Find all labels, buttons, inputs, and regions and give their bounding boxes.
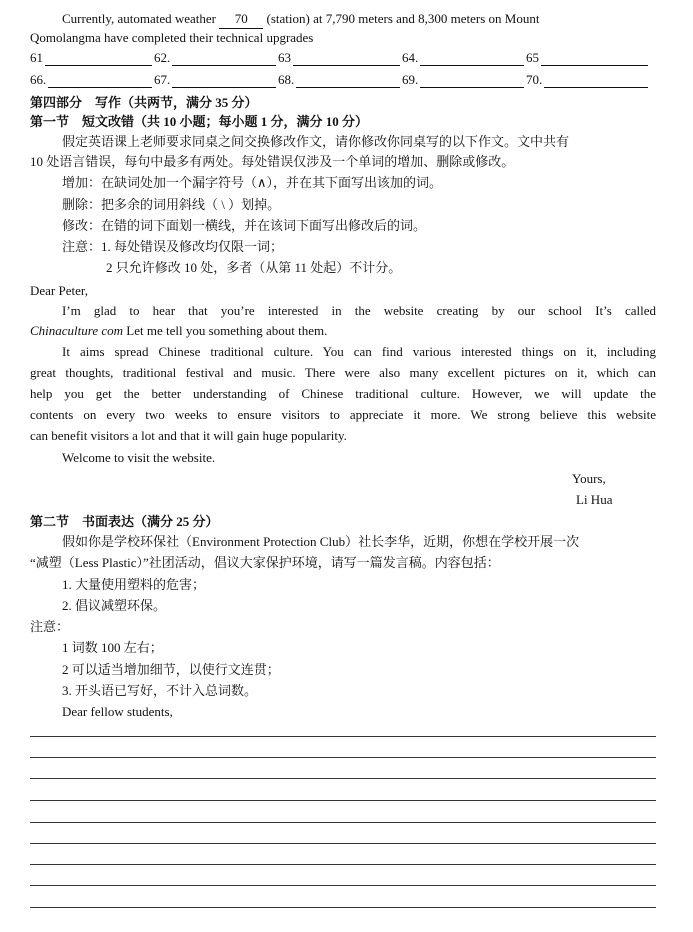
answer-cell-63[interactable] xyxy=(278,48,400,66)
letter-p1-line2 xyxy=(30,322,327,340)
letter-p2-line4: contents on every two weeks to ensure visitors to appreciate it more. We strong believe this website xyxy=(30,407,656,422)
letter-p3: Welcome to visit the website. xyxy=(62,450,216,465)
answer-num: 61 xyxy=(30,50,43,65)
writing-line[interactable] xyxy=(30,757,656,758)
section1-instructions-1: 假定英语课上老师要求同桌之间交换修改作文，请你修改你同桌写的以下作文。文中共有 xyxy=(62,134,570,149)
section2-note-3: 3. 开头语已写好，不计入总词数。 xyxy=(62,683,258,698)
section2-note-2: 2 可以适当增加细节，以使行文连贯； xyxy=(62,662,280,677)
answer-num: 62. xyxy=(154,50,171,65)
section1-title: 第一节 短文改错（共 10 小题；每小题 1 分，满分 10 分） xyxy=(30,114,369,129)
section2-prompt-1: 假如你是学校环保社（Environment Protection Club）社长李华，近期，你想在学校开展一次 xyxy=(62,534,580,549)
letter-p2-line3: help you get the better understanding of Chinese traditional culture. However, we will update the xyxy=(30,386,656,401)
delete-rule: 删除：把多余的词用斜线（ \ ）划掉。 xyxy=(62,197,281,212)
answer-num: 65 xyxy=(526,50,539,65)
intro-answer-blank[interactable]: 70 xyxy=(219,10,263,29)
writing-line[interactable] xyxy=(30,864,656,865)
section2-prompt-2: “减塑（Less Plastic）”社团活动，倡议大家保护环境，请写一篇发言稿。内容包括： xyxy=(30,555,500,570)
intro-before: Currently, automated weather xyxy=(62,11,217,26)
answer-row-1 xyxy=(30,48,670,66)
answer-cell-66[interactable] xyxy=(30,70,152,88)
section1-note-2: 2 只允许修改 10 处，多者（从第 11 处起）不计分。 xyxy=(106,260,402,275)
writing-line[interactable] xyxy=(30,778,656,779)
writing-line[interactable] xyxy=(30,843,656,844)
letter-p2-line5: can benefit visitors a lot and that it will gain huge popularity. xyxy=(30,428,347,443)
answer-num: 67. xyxy=(154,72,171,87)
answer-cell-62[interactable] xyxy=(154,48,276,66)
answer-line[interactable] xyxy=(541,52,648,66)
answer-cell-65[interactable] xyxy=(526,48,648,66)
section2-content-2: 2. 倡议减塑环保。 xyxy=(62,598,167,613)
writing-line[interactable] xyxy=(30,822,656,823)
letter-p1-line2-rest: Let me tell you something about them. xyxy=(123,323,328,338)
intro-sentence xyxy=(62,10,658,29)
answer-line[interactable] xyxy=(420,74,524,88)
letter-closing: Yours, xyxy=(572,471,606,486)
answer-line[interactable] xyxy=(172,74,276,88)
letter-signature: Li Hua xyxy=(576,492,613,507)
answer-num: 63 xyxy=(278,50,291,65)
answer-cell-68[interactable] xyxy=(278,70,400,88)
section2-note-1: 1 词数 100 左右； xyxy=(62,640,163,655)
answer-num: 70. xyxy=(526,72,543,87)
writing-line[interactable] xyxy=(30,736,656,737)
part4-title: 第四部分 写作（共两节，满分 35 分） xyxy=(30,95,258,110)
answer-num: 69. xyxy=(402,72,419,87)
section2-notes-label: 注意： xyxy=(30,619,70,634)
intro-after: (station) at 7,790 meters and 8,300 meters on Mount xyxy=(266,11,540,26)
letter-p1-line1: I’m glad to hear that you’re interested in the website creating by our school It’s called xyxy=(62,303,656,318)
answer-num: 68. xyxy=(278,72,295,87)
letter-p2-line2: great thoughts, traditional festival and music. There were also many excellent pictures on it, which can xyxy=(30,365,656,380)
answer-num: 64. xyxy=(402,50,419,65)
answer-line[interactable] xyxy=(293,52,400,66)
answer-cell-67[interactable] xyxy=(154,70,276,88)
answer-cell-61[interactable] xyxy=(30,48,152,66)
letter-p2-line1: It aims spread Chinese traditional culture. You can find various interested things on it, including xyxy=(62,344,656,359)
website-name: Chinaculture com xyxy=(30,323,124,338)
writing-line[interactable] xyxy=(30,907,656,908)
answer-line[interactable] xyxy=(45,52,152,66)
answer-line[interactable] xyxy=(544,74,648,88)
writing-line[interactable] xyxy=(30,800,656,801)
answer-line[interactable] xyxy=(48,74,152,88)
answer-cell-69[interactable] xyxy=(402,70,524,88)
section1-instructions-2: 10 处语言错误，每句中最多有两处。每处错误仅涉及一个单词的增加、删除或修改。 xyxy=(30,154,515,169)
letter-salutation: Dear Peter, xyxy=(30,283,88,298)
section2-content-1: 1. 大量使用塑料的危害； xyxy=(62,577,206,592)
add-rule: 增加：在缺词处加一个漏字符号（∧），并在其下面写出该加的词。 xyxy=(62,175,443,190)
answer-num: 66. xyxy=(30,72,47,87)
answer-line[interactable] xyxy=(296,74,400,88)
intro-line2: Qomolangma have completed their technical upgrades xyxy=(30,30,314,45)
answer-line[interactable] xyxy=(172,52,276,66)
writing-line[interactable] xyxy=(30,885,656,886)
section1-note-1: 注意：1. 每处错误及修改均仅限一词； xyxy=(62,239,284,254)
answer-cell-70[interactable] xyxy=(526,70,648,88)
section2-opening: Dear fellow students, xyxy=(62,704,173,719)
modify-rule: 修改：在错的词下面划一横线，并在该词下面写出修改后的词。 xyxy=(62,218,427,233)
answer-line[interactable] xyxy=(420,52,524,66)
answer-cell-64[interactable] xyxy=(402,48,524,66)
answer-row-2 xyxy=(30,70,670,88)
section2-title: 第二节 书面表达（满分 25 分） xyxy=(30,514,219,529)
